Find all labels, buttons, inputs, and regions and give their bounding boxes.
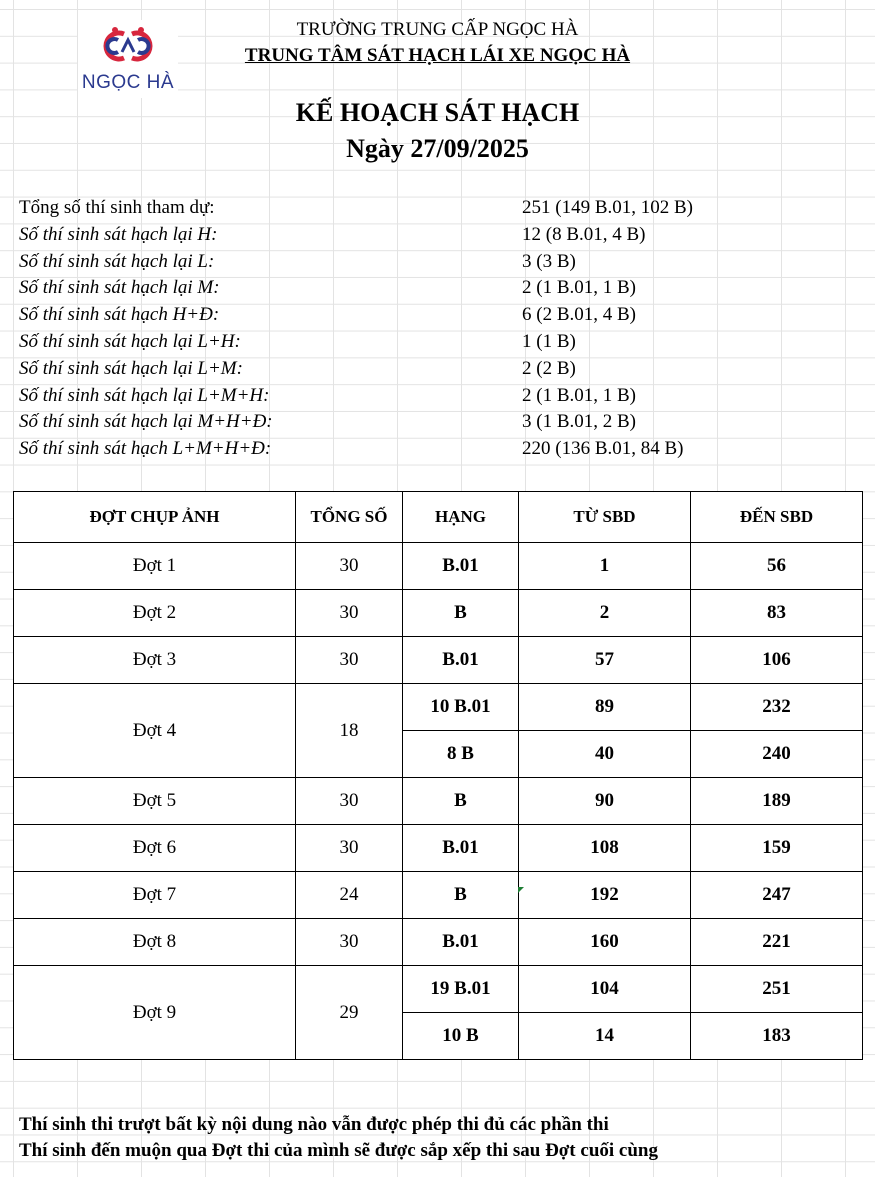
summary-value: 220 (136 B.01, 84 B) (522, 438, 684, 460)
summary-value: 3 (1 B.01, 2 B) (522, 411, 636, 433)
notes (19, 1112, 658, 1164)
header-hang: HẠNG (403, 492, 519, 543)
logo-text: NGỌC HÀ (81, 72, 175, 93)
summary-row (19, 383, 779, 410)
cell-tu: 14 (519, 1013, 691, 1060)
summary-value: 2 (1 B.01, 1 B) (522, 384, 636, 406)
cell-tu: 89 (519, 684, 691, 731)
cell-den: 251 (691, 966, 863, 1013)
summary-row (19, 356, 779, 383)
cell-tu: 2 (519, 590, 691, 637)
table-row (14, 778, 863, 825)
cell-tu: 108 (519, 825, 691, 872)
cell-dot: Đợt 4 (14, 684, 296, 778)
cell-hang: B.01 (403, 543, 519, 590)
summary-row (19, 222, 779, 249)
summary-row (19, 409, 779, 436)
cell-tong: 29 (296, 966, 403, 1060)
cell-tu: 104 (519, 966, 691, 1013)
cell-tong: 24 (296, 872, 403, 919)
summary-label: Số thí sinh sát hạch lại L+M: (19, 357, 243, 379)
summary-value: 2 (1 B.01, 1 B) (522, 277, 636, 299)
cell-den: 189 (691, 778, 863, 825)
summary-value: 3 (3 B) (522, 250, 576, 272)
header-den-sbd: ĐẾN SBD (691, 492, 863, 543)
cell-hang: 8 B (403, 731, 519, 778)
table-row (14, 872, 863, 919)
cell-tong: 30 (296, 590, 403, 637)
cell-den: 83 (691, 590, 863, 637)
cell-hang: 10 B.01 (403, 684, 519, 731)
cell-hang: B (403, 778, 519, 825)
cell-hang: 10 B (403, 1013, 519, 1060)
cell-tong: 30 (296, 825, 403, 872)
cell-dot: Đợt 7 (14, 872, 296, 919)
cell-tong: 30 (296, 919, 403, 966)
table-header-row (14, 492, 863, 543)
cell-hang: B (403, 872, 519, 919)
cell-comment-marker-icon (518, 887, 524, 893)
cell-den: 240 (691, 731, 863, 778)
cell-den: 159 (691, 825, 863, 872)
cell-dot: Đợt 8 (14, 919, 296, 966)
cell-dot: Đợt 5 (14, 778, 296, 825)
cell-den: 56 (691, 543, 863, 590)
summary-label: Tổng số thí sinh tham dự: (19, 197, 215, 218)
cell-den: 221 (691, 919, 863, 966)
cell-tong: 30 (296, 637, 403, 684)
school-name: TRƯỜNG TRUNG CẤP NGỌC HÀ (296, 19, 579, 40)
summary-label: Số thí sinh sát hạch lại M+H+Đ: (19, 411, 273, 433)
summary-label: Số thí sinh sát hạch lại M: (19, 277, 220, 299)
cell-tong: 18 (296, 684, 403, 778)
summary-value: 12 (8 B.01, 4 B) (522, 223, 646, 245)
cell-dot: Đợt 9 (14, 966, 296, 1060)
table-row (14, 590, 863, 637)
summary-value: 2 (2 B) (522, 357, 576, 379)
center-name: TRUNG TÂM SÁT HẠCH LÁI XE NGỌC HÀ (244, 45, 631, 66)
summary-value: 251 (149 B.01, 102 B) (522, 197, 693, 218)
plan-date: Ngày 27/09/2025 (346, 134, 529, 163)
cell-den: 106 (691, 637, 863, 684)
table-row (14, 966, 863, 1013)
header-tong-so: TỔNG SỐ (296, 492, 403, 543)
cell-den: 247 (691, 872, 863, 919)
summary-label: Số thí sinh sát hạch lại L: (19, 250, 215, 272)
cell-tu: 192 (519, 872, 691, 919)
summary-row (19, 329, 779, 356)
table-row (14, 637, 863, 684)
page-title: KẾ HOẠCH SÁT HẠCH (295, 98, 580, 127)
summary-label: Số thí sinh sát hạch H+Đ: (19, 304, 220, 326)
summary-row (19, 275, 779, 302)
summary-label: Số thí sinh sát hạch lại L+M+H: (19, 384, 270, 406)
cell-dot: Đợt 6 (14, 825, 296, 872)
cell-hang: B (403, 590, 519, 637)
cell-tu: 40 (519, 731, 691, 778)
cell-tong: 30 (296, 543, 403, 590)
summary-row (19, 302, 779, 329)
summary-label: Số thí sinh sát hạch lại L+H: (19, 330, 241, 352)
cell-dot: Đợt 1 (14, 543, 296, 590)
cell-tu: 160 (519, 919, 691, 966)
summary-value: 6 (2 B.01, 4 B) (522, 304, 636, 326)
cell-hang: B.01 (403, 919, 519, 966)
table-row (14, 684, 863, 731)
cell-hang: 19 B.01 (403, 966, 519, 1013)
table-row (14, 919, 863, 966)
summary-label: Số thí sinh sát hạch L+M+H+Đ: (19, 438, 272, 460)
cell-tu: 57 (519, 637, 691, 684)
summary-row (19, 195, 779, 222)
cell-hang: B.01 (403, 825, 519, 872)
cell-dot: Đợt 3 (14, 637, 296, 684)
cell-tu: 1 (519, 543, 691, 590)
note-line: Thí sinh đến muộn qua Đợt thi của mình sẽ được sắp xếp thi sau Đợt cuối cùng (19, 1140, 658, 1161)
cell-tu: 90 (519, 778, 691, 825)
table-row (14, 543, 863, 590)
cell-tong: 30 (296, 778, 403, 825)
exam-schedule-table (13, 491, 863, 1060)
cell-den: 232 (691, 684, 863, 731)
summary-value: 1 (1 B) (522, 330, 576, 352)
summary-row (19, 249, 779, 276)
header-tu-sbd: TỪ SBD (519, 492, 691, 543)
table-row (14, 825, 863, 872)
cell-dot: Đợt 2 (14, 590, 296, 637)
summary-row (19, 436, 779, 463)
summary-label: Số thí sinh sát hạch lại H: (19, 223, 218, 245)
header-dot: ĐỢT CHỤP ẢNH (14, 492, 296, 543)
note-line: Thí sinh thi trượt bất kỳ nội dung nào vẫn được phép thi đủ các phần thi (19, 1114, 609, 1135)
cell-hang: B.01 (403, 637, 519, 684)
candidate-summary (19, 195, 779, 463)
cell-den: 183 (691, 1013, 863, 1060)
